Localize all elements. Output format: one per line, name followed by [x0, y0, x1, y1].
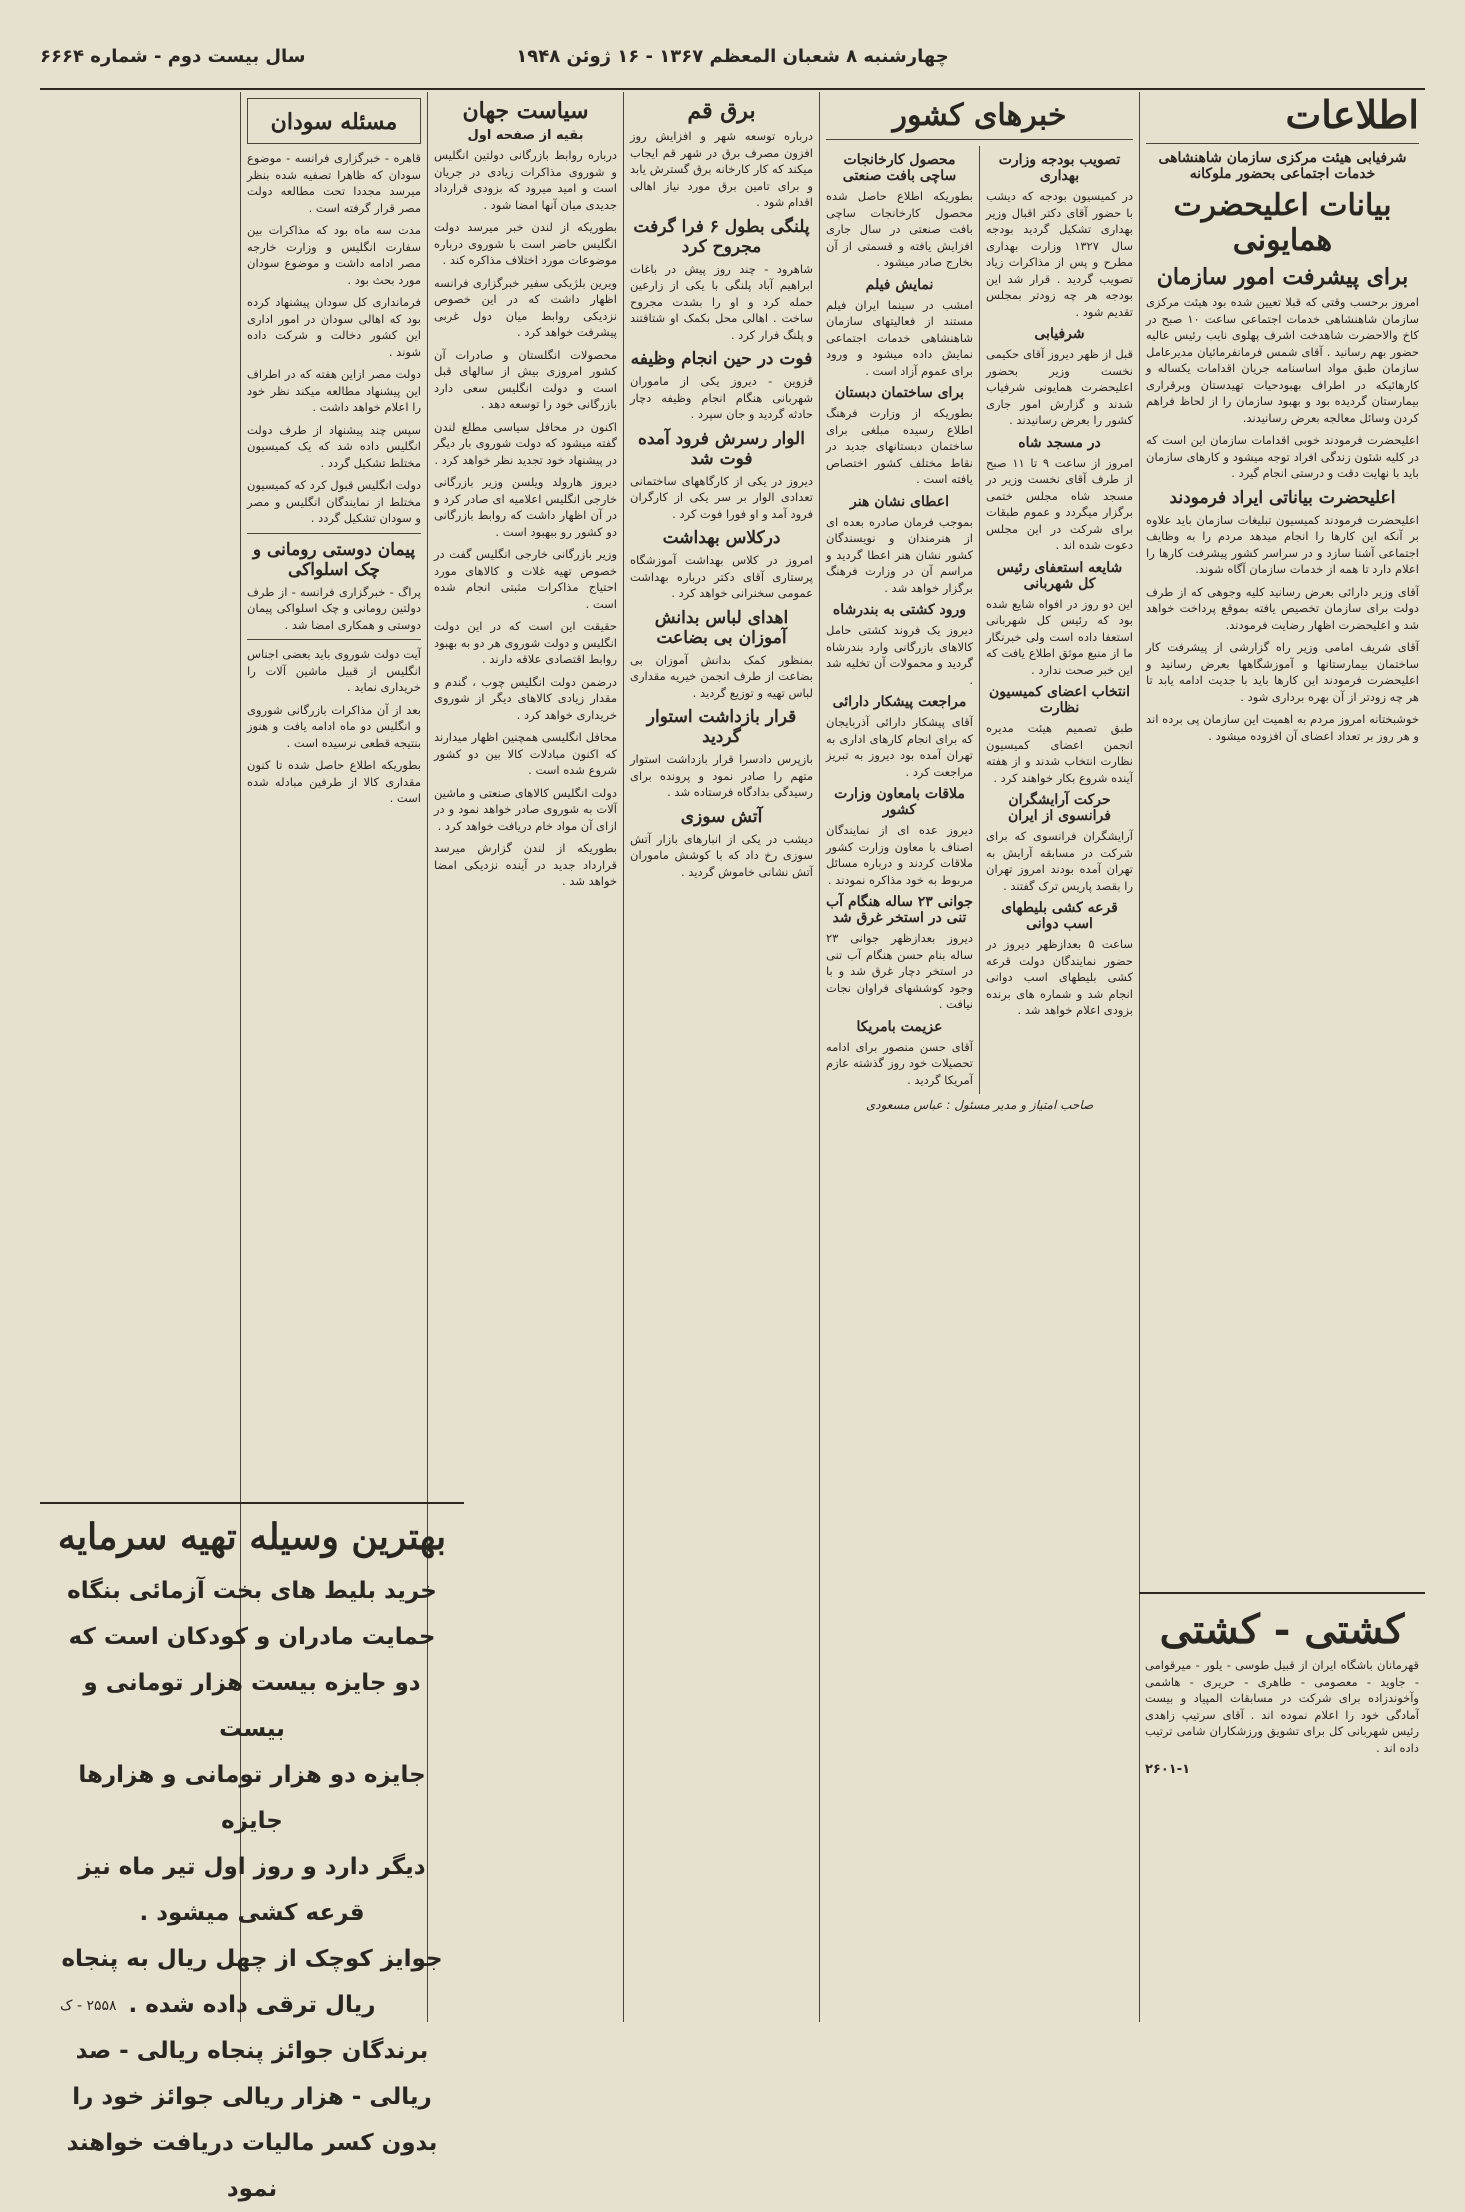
article-paragraph: اکنون در محافل سیاسی مطلع لندن گفته میشود که دولت شوروی بار دیگر در پیشنهاد خود تجدید نظر خواهد کرد .: [434, 419, 617, 467]
masthead: [40, 40, 1425, 90]
issue-number: سال بیست دوم - شماره ۶۶۶۴: [40, 46, 306, 67]
news-head: نمایش فیلم: [865, 276, 934, 293]
article-paragraph: ویرین بلژیکی سفیر خبرگزاری فرانسه اظهار داشت که در این خصوص نزدیکی روابط میان دول غربی پیشرفت خواهد کرد .: [434, 275, 617, 339]
column-3: [623, 92, 819, 2022]
lottery-ad-line: دو جایزه بیست هزار تومانی و بیست: [83, 1670, 421, 1742]
news-head: پلنگی بطول ۶ فرا گرفت مجروح کرد: [633, 216, 810, 257]
article-paragraph: وزیر بازرگانی خارجی انگلیس گفت در خصوص تهیه غلات و کالاهای مورد احتیاج مذاکرات مثبتی انجام شده است .: [434, 547, 617, 611]
news-text: قزوین - دیروز یکی از ماموران شهربانی هنگام انجام وظیفه دچار حادثه گردید و جان سپرد .: [630, 374, 813, 421]
ad-code: ۲۵۵۸ - ک: [60, 1998, 117, 2014]
news-text: امشب در سینما ایران فیلم مستند از فعالیتهای سازمان شاهنشاهی خدمات اجتماعی نمایش داده میشود و ورود برای عموم آزاد است .: [826, 297, 973, 378]
news-text: دیشب در یکی از انبارهای بازار آتش سوزی رخ داد که با کوشش ماموران آتش نشانی خاموش گردید .: [630, 831, 813, 879]
lottery-ad-line: خرید بلیط های بخت آزمائی بنگاه: [67, 1578, 437, 1604]
article-paragraph: دولت انگلیس قبول کرد که کمیسیون مختلط از نمایندگان انگلیس و مصر و سودان تشکیل گردد .: [247, 478, 421, 525]
wrestling-text: قهرمانان باشگاه ایران از قبیل طوسی - یلور - میرقوامی - جاوید - معصومی - طاهری - حریری - هاشمی وآخوندزاده برای شرکت در مسابقات المپیاد و بیست آمادگی خود را اعلام نموده اند . آقای سرتیپ زاهدی رئیس شهربانی کل برای تشویق ورزشکاران شامی ترتیب داده اند .: [1145, 1658, 1419, 1755]
news-text: در کمیسیون بودجه که دیشب با حضور آقای دکتر اقبال وزیر بهداری تشکیل گردید بودجه سال ۱۳۲۷ وزارت بهداری مطرح و پس از مذاکرات زیاد تصویب گردید . قرار شد این بودجه هر چه زودتر بمجلس تقدیم شود .: [986, 189, 1134, 319]
section-head-sudan: مسئله سودان: [270, 109, 398, 135]
news-text: درباره توسعه شهر و افزایش روز افزون مصرف برق در شهر قم ایجاب میکند که کار کارخانه برق گسترش یابد و برای تامین برق مورد نیاز اهالی اقدام شود .: [630, 129, 813, 209]
news-text: قبل از ظهر دیروز آقای حکیمی نخست وزیر بحضور اعلیحضرت همایونی شرفیاب شدند و گزارش امور جاری کشور را بعرض رسانیدند .: [986, 347, 1133, 427]
article-paragraph: درباره روابط بازرگانی دولتین انگلیس و شوروی مذاکرات زیادی در جریان است و امید میرود که بزودی قرارداد جدیدی میان آنها امضا شود .: [434, 148, 617, 212]
article-paragraph: بعد از آن مذاکرات بازرگانی شوروی و انگلیس دو ماه ادامه یافت و هنوز بنتیجه قطعی نرسیده است .: [247, 702, 421, 750]
news-text: بازپرس دادسرا قرار بازداشت استوار متهم را صادر نمود و پرونده برای رسیدگی بدادگاه فرستاده شد .: [630, 752, 813, 799]
continued-note: بقیه از صفحه اول: [467, 128, 584, 143]
lottery-ad-line: دیگر دارد و روز اول تیر ماه نیز: [78, 1854, 426, 1880]
article-main-sub: برای پیشرفت امور سازمان: [1156, 264, 1409, 290]
publisher-signature: صاحب امتیاز و مدیر مسئول : عباس مسعودی: [865, 1098, 1094, 1112]
lottery-ad-line: برندگان جوائز پنجاه ریالی - صد: [75, 2038, 429, 2064]
lottery-ad: [40, 1502, 464, 2202]
article-paragraph: حقیقت این است که در این دولت انگلیس و دولت شوروی هر دو به بهبود روابط اقتصادی علاقه دارند .: [434, 619, 617, 666]
news-head: تصویب بودجه وزارت بهداری: [998, 152, 1121, 184]
news-head: شایعه استعفای رئیس کل شهربانی: [996, 559, 1123, 592]
news-text: امروز از ساعت ۹ تا ۱۱ صبح از طرف آقای نخست وزیر در مسجد شاه مجلس ختمی برگزار میگردد و عموم طبقات برای شرکت در این مجلس دعوت شده اند .: [986, 455, 1133, 552]
news-text: بطوریکه اطلاع حاصل شده محصول کارخانجات ساچی بافت صنعتی در سال جاری افزایش یافته و قسمتی از آن بخارج صادر میشود .: [826, 189, 973, 269]
news-head: حرکت آرایشگران فرانسوی از ایران: [1008, 792, 1111, 824]
news-head: آتش سوزی: [680, 806, 763, 827]
news-text: بموجب فرمان صادره بعده ای از هنرمندان و نویسندگان کشور نشان هنر اعطا گردید و مراسم آن در وزارت فرهنگ برگزار خواهد شد .: [826, 514, 973, 595]
section-head-national-news: خبرهای کشور: [892, 98, 1067, 133]
columns: [40, 92, 1425, 2202]
article-paragraph: دولت مصر ازاین هفته که در اطراف این پیشنهاد مطالعه میکند نظر خود را اعلام خواهد داشت .: [247, 367, 421, 414]
news-text: ساعت ۵ بعدازظهر دیروز در حضور نمایندگان دولت قرعه کشی بلیطهای اسب دوانی انجام شد و شماره های برنده بزودی اعلام خواهد شد .: [986, 937, 1134, 1017]
article-paragraph: بطوریکه از لندن گزارش میرسد قرارداد جدید در آینده نزدیکی امضا خواهد شد .: [434, 841, 617, 888]
news-text: امروز در کلاس بهداشت آموزشگاه پرستاری آقای دکتر درباره بهداشت عمومی سخنرانی خواهد کرد .: [630, 553, 813, 600]
news-text: دیروز بعدازظهر جوانی ۲۳ ساله بنام حسن هنگام آب تنی در استخر دچار غرق شد و با وجود کوششهای فراوان نجات نیافت .: [826, 931, 973, 1011]
news-head: قرار بازداشت استوار گردید: [646, 707, 797, 747]
news-head: در مسجد شاه: [1018, 434, 1101, 451]
news-head: اعطای نشان هنر: [850, 493, 949, 510]
article-paragraph: مدت سه ماه بود که مذاکرات بین سفارت انگلیس و وزارت خارجه مصر ادامه داشت و موضوع سودان مورد بحث بود .: [247, 223, 421, 287]
news-head: پیمان دوستی رومانی و چک اسلواکی: [252, 539, 416, 580]
news-head: عزیمت بامریکا: [856, 1018, 943, 1035]
article-paragraph: خوشبختانه امروز مردم به اهمیت این سازمان پی برده اند و هر روز بر تعداد اعضای آن افزوده میشود .: [1146, 712, 1419, 743]
lottery-ad-line: قرعه کشی میشود .: [139, 1900, 365, 1926]
article-paragraph: آقای شریف امامی وزیر راه گزارشی از پیشرفت کار ساختمان بیمارستانها و آموزشگاهها بعرض رسانید و اعلیحضرت فرمودند این کارها باید با جدیت ادامه یابد تا هر چه زودتر از آن بهره برداری شود .: [1146, 640, 1419, 704]
news-head: مراجعت پیشکار دارائی: [832, 694, 967, 710]
news-head: برای ساختمان دبستان: [834, 385, 965, 401]
article-paragraph: محافل انگلیسی همچنین اظهار میدارند که اکنون مبادلات کالا بین دو کشور شروع شده است .: [434, 730, 617, 777]
news-head: انتخاب اعضای کمیسیون نظارت: [988, 684, 1131, 716]
article-paragraph: آقای وزیر دارائی بعرض رسانید کلیه وجوهی که از طرف دولت برای سازمان تخصیص یافته بموقع پرداخت خواهد شد و اعلیحضرت اظهار رضایت فرمودند.: [1146, 584, 1419, 632]
wrestling-head: کشتی - کشتی: [1159, 1606, 1405, 1653]
lottery-ad-line: جایزه دو هزار تومانی و هزارها جایزه: [78, 1762, 426, 1834]
article-intro-head: شرفیابی هیئت مرکزی سازمان شاهنشاهی خدمات اجتماعی بحضور ملوکانه: [1158, 150, 1407, 182]
news-text: طبق تصمیم هیئت مدیره انجمن اعضای کمیسیون نظارت انتخاب شدند و از هفته آینده شروع بکار خواهند کرد .: [986, 721, 1133, 785]
article-paragraph: اعلیحضرت فرمودند خوبی اقدامات سازمان این است که در کلیه شئون زندگی افراد توجه میشود و کارهای سازمان باید با نهایت دقت و درستی انجام گیرد .: [1146, 433, 1419, 480]
wrestling-box: [1139, 1592, 1425, 1787]
news-head: قرعه کشی بلیطهای اسب دوانی: [1001, 900, 1118, 932]
news-text: دیروز عده ای از نمایندگان اصناف با معاون وزارت کشور ملاقات کردند و درباره مسائل مربوط به خود مذاکره نمودند .: [826, 823, 973, 887]
article-paragraph: درضمن دولت انگلیس چوب ، گندم و مقدار زیادی کالاهای دیگر از شوروی خریداری خواهد کرد .: [434, 674, 617, 722]
lottery-ad-line: ریال ترقی داده شده .: [128, 1992, 376, 2018]
lottery-ad-line: ریالی - هزار ریالی جوائز خود را: [72, 2084, 432, 2110]
news-text: دیروز در یکی از کارگاههای ساختمانی تعدادی الوار بر سر یکی از کارگران فرود آمد و او فورا فوت کرد .: [630, 473, 813, 521]
news-head: فوت در حین انجام وظیفه: [630, 349, 813, 369]
article-paragraph: پراگ - خبرگزاری فرانسه - از طرف دولتین رومانی و چک اسلواکی پیمان دوستی و همکاری امضا شد .: [247, 584, 421, 632]
masthead-logo: اطلاعات: [1285, 92, 1419, 137]
issue-date: چهارشنبه ۸ شعبان المعظم ۱۳۶۷ - ۱۶ ژوئن ۱۹۴۸: [516, 46, 949, 67]
article-paragraph: دولت انگلیس کالاهای صنعتی و ماشین آلات به شوروی صادر خواهد نمود و در ازای آن مواد خام دریافت خواهد کرد .: [434, 785, 617, 833]
article-paragraph: بطوریکه اطلاع حاصل شده تا کنون مقداری کالا از طرفین مبادله شده است .: [247, 758, 421, 805]
news-head: اهدای لباس بدانش آموزان بی بضاعت: [654, 607, 789, 648]
article-paragraph: دیروز هارولد ویلسن وزیر بازرگانی خارجی انگلیس اعلامیه ای صادر کرد و در آن اظهار داشت که روابط بازرگانی دو کشور رو ببهبود است .: [434, 475, 617, 539]
lottery-ad-line: حمایت مادران و کودکان است که: [68, 1624, 436, 1650]
lottery-ad-head: بهترین وسیله تهیه سرمایه: [57, 1516, 447, 1558]
news-text: دیروز یک فروند کشتی حامل کالاهای بازرگانی وارد بندرشاه گردید و محمولات آن تخلیه شد .: [826, 623, 973, 687]
news-head: شرفیابی: [1034, 326, 1085, 342]
news-text: شاهرود - چند روز پیش در باغات ابراهیم آباد پلنگی با یکی از زارعین حمله کرد و او را بشدت مجروح ساخت . اهالی محل بکمک او شتافتند و پلنگ فرار کرد .: [630, 261, 813, 342]
article-paragraph: بطوریکه از لندن خبر میرسد دولت انگلیس حاضر است با شوروی درباره موضوعات مورد اختلاف مذاکره کند .: [434, 220, 617, 267]
news-head: جوانی ۲۳ ساله هنگام آب تنی در استخر غرق شد: [826, 894, 973, 926]
news-head: ملاقات بامعاون وزارت کشور: [834, 786, 965, 818]
lottery-ad-line: جوایز کوچک از چهل ریال به پنجاه: [61, 1946, 443, 1972]
news-head: محصول کارخانجات ساچی بافت صنعتی: [842, 152, 957, 184]
news-text: بمنظور کمک بدانش آموزان بی بضاعت از طرف انجمن خیریه مقداری لباس تهیه و توزیع گردید .: [630, 652, 813, 700]
article-main-head: بیانات اعلیحضرت همایونی: [1173, 188, 1392, 258]
news-head: برق قم: [687, 98, 756, 124]
news-head: الوار رسرش فرود آمده فوت شد: [638, 428, 805, 469]
article-paragraph: سپس چند پیشنهاد از طرف دولت انگلیس داده شد که یک کمیسیون مختلط تشکیل گردد .: [247, 422, 421, 470]
section-head-world-politics: سیاست جهان: [462, 98, 589, 124]
news-text: آرایشگران فرانسوی که برای شرکت در مسابقه آرایش به تهران آمده بودند امروز تهران را بقصد پاریس ترک گفتند .: [986, 829, 1133, 893]
news-text: این دو روز در افواه شایع شده بود که رئیس کل شهربانی استعفا داده است ولی خبرنگار ما از منبع موثق اطلاع یافت که این خبر صحت ندارد .: [986, 596, 1133, 677]
lottery-ad-line: بدون کسر مالیات دریافت خواهند نمود: [66, 2130, 438, 2202]
news-text: بطوریکه از وزارت فرهنگ اطلاع رسیده مبلغی برای ساختمان دبستانهای جدید در نقاط مختلف کشور اختصاص یافته است .: [826, 406, 973, 486]
news-head: درکلاس بهداشت: [662, 528, 781, 548]
news-head: ورود کشتی به بندرشاه: [832, 602, 967, 618]
article-paragraph: محصولات انگلستان و صادرات آن کشور امروزی بیش از سالهای قبل است و دولت انگلیس سعی دارد بازرگانی خود را توسعه دهد .: [434, 347, 617, 411]
news-text: آقای پیشکار دارائی آذربایجان که برای انجام کارهای اداری به تهران آمده بود دیروز به تبریز مراجعت کرد .: [826, 715, 973, 779]
article-paragraph: آیت دولت شوروی باید بعضی اجناس انگلیس از قبیل ماشین آلات را خریداری نماید .: [247, 647, 421, 694]
article-subhead: اعلیحضرت بیاناتی ایراد فرمودند: [1169, 487, 1396, 508]
article-paragraph: فرمانداری کل سودان پیشنهاد کرده بود که اهالی سودان در امور اداری این کشور دخالت و شرکت داده شوند .: [247, 295, 421, 359]
wrestling-code: ۲۶۰۱-۱: [1145, 1762, 1191, 1777]
article-paragraph: امروز برحسب وقتی که قبلا تعیین شده بود هیئت مرکزی سازمان شاهنشاهی خدمات اجتماعی ساعت ۱۰ صبح در کاخ والاحضرت شاهدخت اشرف پهلوی نایب رئیس عالیه حضور بهم رسانید . آقای شمس فرمانفرمائیان مدیرعامل سازمان طبق مواد اساسنامه جریان اقدامات یکساله و کارهائیکه در اطراف بهبودحیات تهیدستان وبرقراری بیمارستان گردیده بود و بهبود سازمان را از لحاظ فراهم کردن وسائل معالجه بعرض رسانیدند.: [1146, 295, 1419, 425]
column-2: [819, 92, 1139, 2022]
article-paragraph: قاهره - خبرگزاری فرانسه - موضوع سودان که ظاهرا تصفیه شده بنظر میرسد مجددا تحت مطالعه دولت مصر قرار گرفته است .: [247, 151, 421, 215]
article-paragraph: اعلیحضرت فرمودند کمیسیون تبلیغات سازمان باید علاوه بر آنکه این کارها را انجام میدهد مردم را به وظایف اجتماعی آشنا سازد و در سراسر کشور پیشرفت کارها را اعلام دارد تا همه از خدمات سازمان آگاه شوند.: [1146, 512, 1419, 576]
news-text: آقای حسن منصور برای ادامه تحصیلات خود روز گذشته عازم آمریکا گردید .: [826, 1039, 973, 1087]
